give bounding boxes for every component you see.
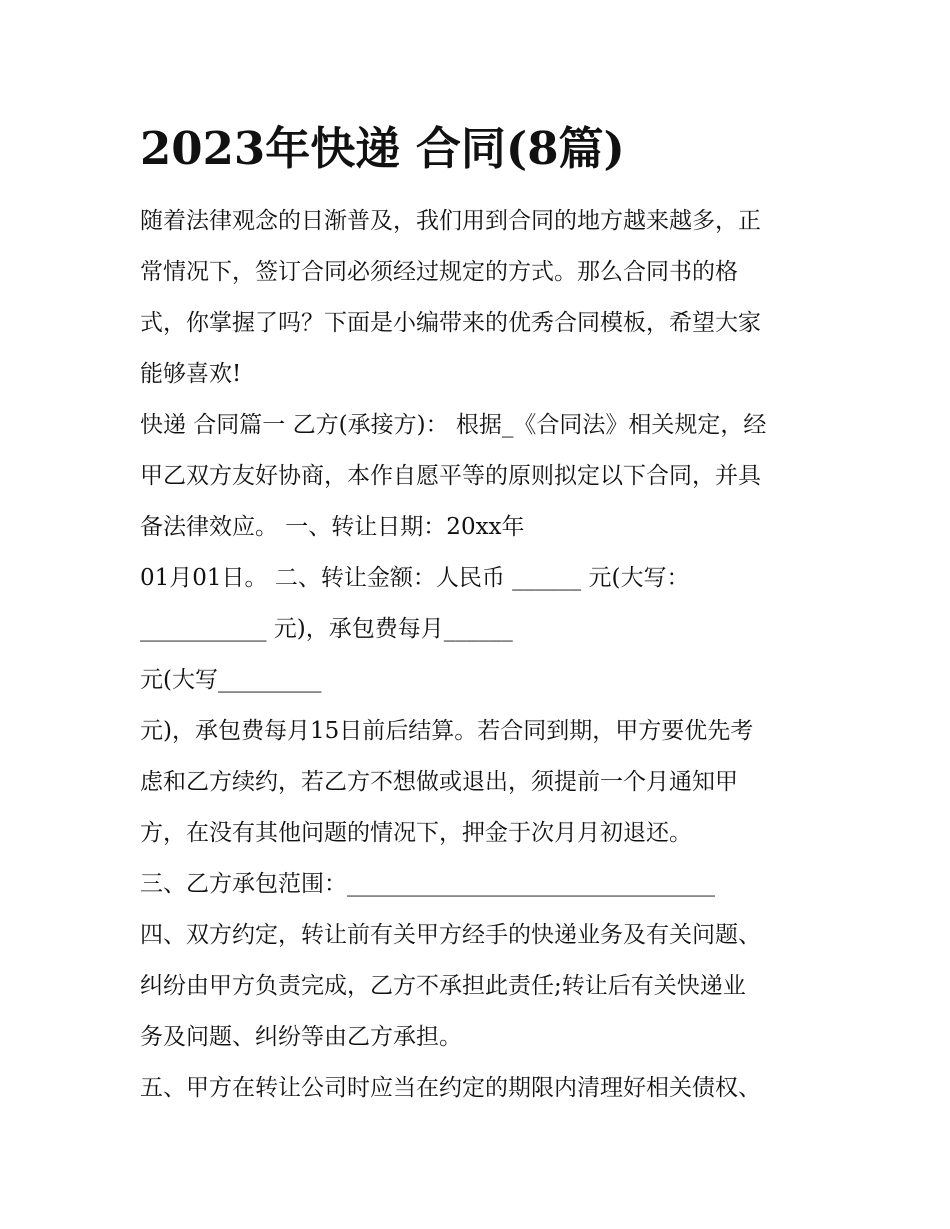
body-line: 备法律效应。 一、转让日期：20xx年	[140, 514, 525, 540]
body-line: 纠纷由甲方负责完成，乙方不承担此责任;转让后有关快递业	[140, 973, 746, 999]
body-line: 能够喜欢!	[140, 361, 242, 387]
body-line: 01月01日。 二、转让金额：人民币 ______ 元(大写：	[140, 565, 690, 591]
body-line: 五、甲方在转让公司时应当在约定的期限内清理好相关债权、	[140, 1075, 761, 1101]
body-line: 虑和乙方续约，若乙方不想做或退出，须提前一个月通知甲	[140, 769, 738, 795]
body-line: ___________ 元)，承包费每月______	[140, 616, 513, 642]
body-line: 务及问题、纠纷等由乙方承担。	[140, 1024, 462, 1050]
body-line: 式，你掌握了吗？下面是小编带来的优秀合同模板，希望大家	[140, 310, 761, 336]
body-line: 三、乙方承包范围：________________________________	[140, 871, 715, 897]
body-line: 四、双方约定，转让前有关甲方经手的快递业务及有关问题、	[140, 922, 761, 948]
document-title: 2023年快递 合同(8篇)	[140, 122, 625, 175]
body-line: 快递 合同篇一 乙方(承接方)： 根据_《合同法》相关规定，经	[140, 412, 767, 438]
body-line: 常情况下，签订合同必须经过规定的方式。那么合同书的格	[140, 259, 738, 285]
document-body	[140, 196, 812, 1114]
body-line: 元)，承包费每月15日前后结算。若合同到期，甲方要优先考	[140, 718, 754, 744]
body-line: 元(大写_________	[140, 667, 322, 693]
body-line: 随着法律观念的日渐普及，我们用到合同的地方越来越多，正	[140, 208, 761, 234]
body-line: 方，在没有其他问题的情况下，押金于次月月初退还。	[140, 820, 692, 846]
body-line: 甲乙双方友好协商，本作自愿平等的原则拟定以下合同，并具	[140, 463, 761, 489]
